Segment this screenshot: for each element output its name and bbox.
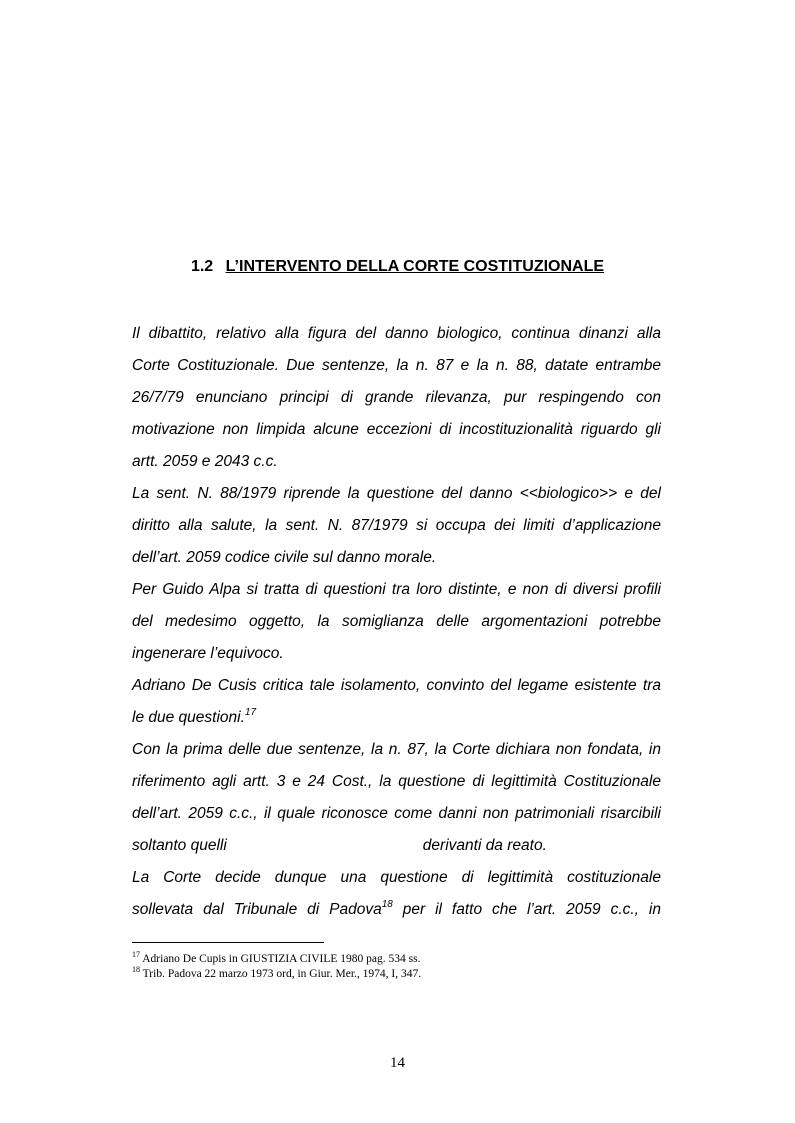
text-line xyxy=(132,702,661,734)
text-line: Con la prima delle due sentenze, la n. 87, la Corte dichiara non fondata, in xyxy=(132,741,661,758)
text-line: La Corte decide dunque una questione di legittimità costituzionale xyxy=(132,869,661,886)
text-line xyxy=(132,830,661,862)
text-line xyxy=(132,894,661,926)
text-line: dell’art. 2059 codice civile sul danno morale. xyxy=(132,549,437,566)
footnote-text: Adriano De Cupis in GIUSTIZIA CIVILE 1980 pag. 534 ss. xyxy=(142,953,421,965)
text-line-part: derivanti da reato. xyxy=(422,837,547,854)
text-line: artt. 2059 e 2043 c.c. xyxy=(132,453,278,470)
text-line: ingenerare l’equivoco. xyxy=(132,645,284,662)
footnote-text: Trib. Padova 22 marzo 1973 ord, in Giur. Mer., 1974, I, 347. xyxy=(142,968,422,980)
text-line: Adriano De Cusis critica tale isolamento, convinto del legame esistente tra xyxy=(132,677,661,694)
footnotes xyxy=(132,952,662,982)
section-title: L’INTERVENTO DELLA CORTE COSTITUZIONALE xyxy=(225,258,605,275)
text-line: del medesimo oggetto, la somiglianza delle argomentazioni potrebbe xyxy=(132,613,661,630)
footnote xyxy=(132,967,662,982)
text-line-part: soltanto quelli xyxy=(132,837,227,854)
section-heading xyxy=(0,258,795,276)
section-number: 1.2 xyxy=(190,258,214,275)
footnote-number: 18 xyxy=(132,965,140,974)
text-line: Il dibattito, relativo alla figura del danno biologico, continua dinanzi alla xyxy=(132,325,661,342)
text-line: Per Guido Alpa si tratta di questioni tra loro distinte, e non di diversi profili xyxy=(132,581,661,598)
text-line-part: sollevata dal Tribunale di Padova xyxy=(132,901,382,918)
text-line: dell’art. 2059 c.c., il quale riconosce come danni non patrimoniali risarcibili xyxy=(132,805,661,822)
footnote-separator xyxy=(132,942,324,943)
page-number: 14 xyxy=(390,1055,405,1071)
footnote-ref-17: 17 xyxy=(244,707,257,718)
text-line: La sent. N. 88/1979 riprende la questione del danno <<biologico>> e del xyxy=(132,485,661,502)
body-text xyxy=(132,318,661,926)
text-line: Corte Costituzionale. Due sentenze, la n. 87 e la n. 88, datate entrambe xyxy=(132,357,661,374)
text-line: riferimento agli artt. 3 e 24 Cost., la questione di legittimità Costituzionale xyxy=(132,773,661,790)
text-line-part: per il fatto che l’art. 2059 c.c., in xyxy=(402,901,661,918)
footnote-ref-18: 18 xyxy=(381,899,393,910)
footnote xyxy=(132,952,662,967)
text-line-part: le due questioni. xyxy=(132,709,245,726)
footnote-number: 17 xyxy=(132,950,140,959)
text-line: diritto alla salute, la sent. N. 87/1979 si occupa dei limiti d’applicazione xyxy=(132,517,661,534)
text-line: motivazione non limpida alcune eccezioni di incostituzionalità riguardo gli xyxy=(132,421,661,438)
text-line: 26/7/79 enunciano principi di grande rilevanza, pur respingendo con xyxy=(132,389,661,406)
